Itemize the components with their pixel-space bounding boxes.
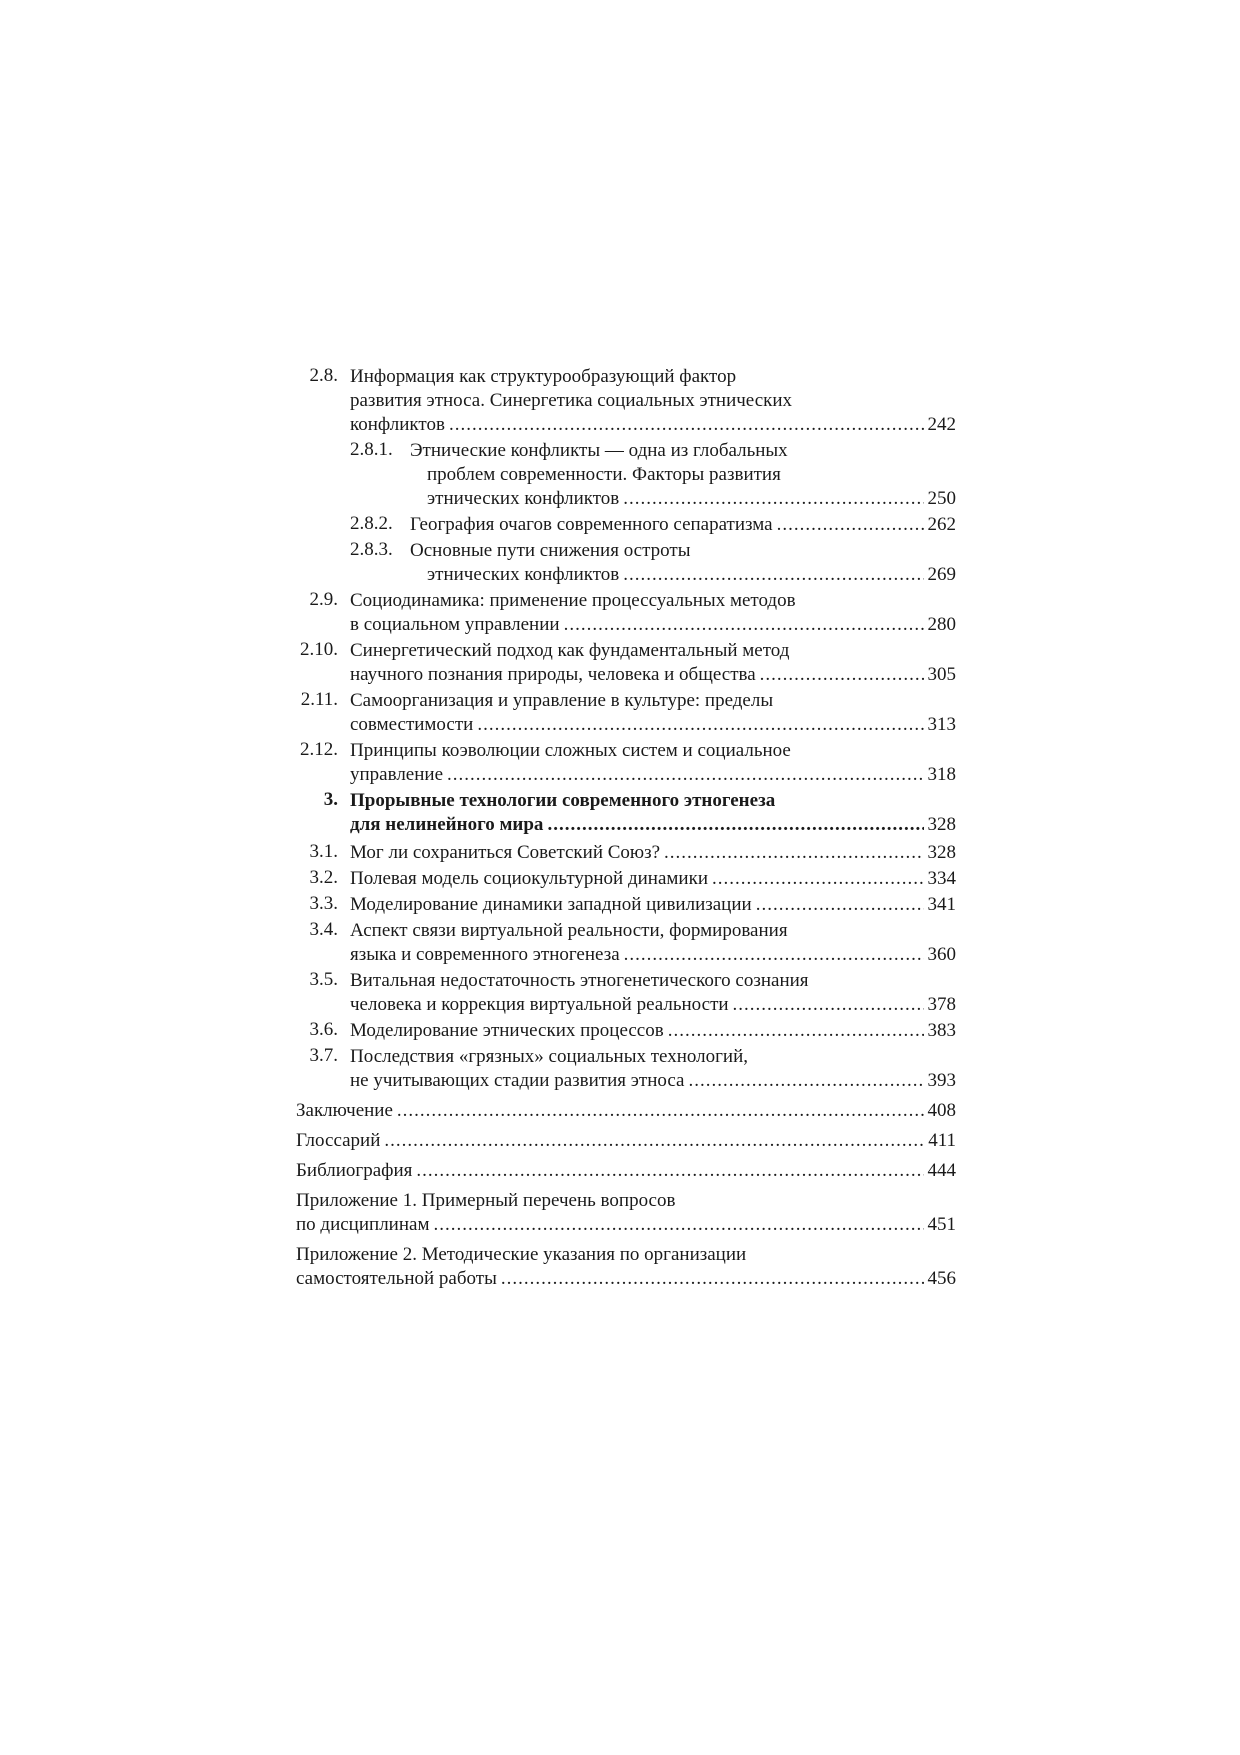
dot-leader	[664, 841, 923, 865]
toc-entry-number: 2.8.3.	[350, 539, 393, 560]
toc-entry-title-line: Витальная недостаточность этногенетического сознания	[350, 970, 809, 991]
toc-entry-number: 2.9.	[309, 589, 338, 610]
toc-entry-title-line: самостоятельной работы	[296, 1268, 497, 1289]
toc-entry[interactable]	[296, 513, 956, 537]
toc-page-number: 456	[927, 1268, 956, 1289]
toc-entry-number: 3.2.	[309, 867, 338, 888]
toc-entry-number: 3.5.	[309, 969, 338, 990]
toc-entry-title-line: этнических конфликтов	[427, 488, 620, 509]
toc-page-number: 250	[927, 488, 956, 509]
toc-entry-title-line: языка и современного этногенеза	[350, 944, 620, 965]
toc-entry-body	[410, 513, 956, 537]
dot-leader	[712, 867, 924, 891]
toc-page-number: 341	[927, 894, 956, 915]
toc-entry[interactable]	[296, 739, 956, 787]
toc-entry[interactable]	[296, 919, 956, 967]
toc-entry-number: 3.3.	[309, 893, 338, 914]
toc-entry[interactable]	[296, 439, 956, 511]
toc-entry-title-line: развития этноса. Синергетика социальных этнических	[350, 390, 793, 411]
dot-leader	[688, 1069, 923, 1093]
dot-leader	[416, 1159, 923, 1183]
toc-entry-title-line: Синергетический подход как фундаментальный метод	[350, 640, 790, 661]
toc-entry-title-line: конфликтов	[350, 414, 445, 435]
dot-leader	[756, 893, 924, 917]
toc-entry[interactable]	[296, 841, 956, 865]
toc-entry-body	[350, 639, 956, 687]
toc-entry-title-line: Полевая модель социокультурной динамики	[350, 868, 708, 889]
toc-entry-body	[350, 867, 956, 891]
toc-entry-title-line: Последствия «грязных» социальных технологий,	[350, 1046, 749, 1067]
toc-entry-title-line: Самоорганизация и управление в культуре: пределы	[350, 690, 774, 711]
toc-page-number: 318	[927, 764, 956, 785]
dot-leader	[564, 613, 924, 637]
dot-leader	[624, 943, 924, 967]
toc-entry[interactable]	[296, 639, 956, 687]
toc-entry-number: 2.8.2.	[350, 513, 393, 534]
toc-entry-body	[296, 1129, 956, 1153]
toc-page-number: 444	[927, 1160, 956, 1181]
toc-page-number: 280	[927, 614, 956, 635]
toc-entry[interactable]	[296, 1019, 956, 1043]
toc-entry[interactable]	[296, 867, 956, 891]
toc-entry[interactable]	[296, 1099, 956, 1123]
toc-entry[interactable]	[296, 969, 956, 1017]
toc-entry-body	[410, 539, 956, 587]
toc-entry-number: 2.8.1.	[350, 439, 393, 460]
toc-entry[interactable]	[296, 365, 956, 437]
toc-entry-body	[350, 739, 956, 787]
toc-entry[interactable]	[296, 589, 956, 637]
dot-leader	[668, 1019, 924, 1043]
toc-entry-title-line: Информация как структурообразующий фактор	[350, 366, 737, 387]
toc-entry-body	[350, 689, 956, 737]
toc-entry-body	[350, 919, 956, 967]
toc-entry[interactable]	[296, 1243, 956, 1291]
toc-entry[interactable]	[296, 789, 956, 837]
toc-entry[interactable]	[296, 1189, 956, 1237]
toc-entry[interactable]	[296, 1045, 956, 1093]
toc-entry-title-line: Приложение 1. Примерный перечень вопросов	[296, 1190, 676, 1211]
toc-entry-number: 3.1.	[309, 841, 338, 862]
toc-entry-number: 3.4.	[309, 919, 338, 940]
toc-entry-number: 3.	[323, 789, 338, 810]
dot-leader	[777, 513, 924, 537]
toc-entry[interactable]	[296, 689, 956, 737]
toc-entry-title-line: совместимости	[350, 714, 474, 735]
dot-leader	[760, 663, 924, 687]
toc-entry-body	[410, 439, 956, 511]
toc-entry-title-line: управление	[350, 764, 444, 785]
toc-entry-title-line: Заключение	[296, 1100, 393, 1121]
toc-page-number: 334	[927, 868, 956, 889]
toc-entry-body	[350, 969, 956, 1017]
toc-entry-number: 2.12.	[300, 739, 338, 760]
toc-page-number: 393	[927, 1070, 956, 1091]
toc-page-number: 408	[927, 1100, 956, 1121]
toc-page-number: 262	[927, 514, 956, 535]
toc-entry-title-line: Прорывные технологии современного этногенеза	[350, 790, 776, 811]
toc-entry-title-line: научного познания природы, человека и общества	[350, 664, 756, 685]
toc-page-number: 328	[927, 814, 956, 835]
toc-entry-title-line: Принципы коэволюции сложных систем и социальное	[350, 740, 791, 761]
toc-entry-title-line: Аспект связи виртуальной реальности, формирования	[350, 920, 788, 941]
dot-leader	[477, 713, 923, 737]
toc-entry-title-line: Мог ли сохраниться Советский Союз?	[350, 842, 661, 863]
toc-entry-title-line: этнических конфликтов	[427, 564, 620, 585]
toc-entry-body	[296, 1159, 956, 1183]
dot-leader	[433, 1213, 923, 1237]
dot-leader	[623, 563, 923, 587]
toc-entry-title-line: Моделирование динамики западной цивилизации	[350, 894, 752, 915]
toc-entry-body	[296, 1243, 956, 1291]
toc-entry-title-line: Этнические конфликты — одна из глобальных	[410, 440, 788, 461]
dot-leader	[384, 1129, 924, 1153]
toc-entry-title-line: по дисциплинам	[296, 1214, 430, 1235]
toc-page-number: 305	[927, 664, 956, 685]
toc-entry-body	[296, 1099, 956, 1123]
toc-entry-title-line: Моделирование этнических процессов	[350, 1020, 664, 1041]
toc-entry-title-line: Библиография	[296, 1160, 413, 1181]
toc-entry-title-line: в социальном управлении	[350, 614, 560, 635]
toc-entry-number: 3.7.	[309, 1045, 338, 1066]
toc-entry-title-line: проблем современности. Факторы развития	[427, 464, 781, 485]
toc-entry-title-line: Приложение 2. Методические указания по организации	[296, 1244, 747, 1265]
toc-page-number: 242	[927, 414, 956, 435]
dot-leader	[733, 993, 924, 1017]
dot-leader	[547, 813, 923, 837]
toc-entry-title-line: для нелинейного мира	[350, 814, 544, 835]
toc-page-number: 411	[928, 1130, 956, 1151]
toc-entry-body	[350, 589, 956, 637]
toc-entry-body	[350, 893, 956, 917]
dot-leader	[447, 763, 923, 787]
toc-entry-title-line: человека и коррекция виртуальной реальности	[350, 994, 729, 1015]
toc-entry-body	[350, 841, 956, 865]
toc-entry-body	[350, 1019, 956, 1043]
toc-page-number: 360	[927, 944, 956, 965]
toc-entry-body	[350, 789, 956, 837]
toc-entry-title-line: Основные пути снижения остроты	[410, 540, 691, 561]
dot-leader	[449, 413, 924, 437]
toc-entry[interactable]	[296, 1159, 956, 1183]
toc-entry-number: 2.8.	[309, 365, 338, 386]
toc-entry[interactable]	[296, 539, 956, 587]
toc-entry-title-line: не учитывающих стадии развития этноса	[350, 1070, 685, 1091]
dot-leader	[623, 487, 923, 511]
toc-entry-number: 2.10.	[300, 639, 338, 660]
toc-entry[interactable]	[296, 1129, 956, 1153]
dot-leader	[501, 1267, 924, 1291]
toc-entry-title-line: География очагов современного сепаратизма	[410, 514, 773, 535]
toc-entry-number: 3.6.	[309, 1019, 338, 1040]
toc-entry-body	[350, 1045, 956, 1093]
toc-entry-body	[296, 1189, 956, 1237]
toc-page-number: 269	[927, 564, 956, 585]
toc-page-number: 313	[927, 714, 956, 735]
dot-leader	[397, 1099, 924, 1123]
toc-entry[interactable]	[296, 893, 956, 917]
toc-entry-body	[350, 365, 956, 437]
toc-entry-number: 2.11.	[300, 689, 338, 710]
toc-page-number: 451	[927, 1214, 956, 1235]
toc-entry-title-line: Социодинамика: применение процессуальных методов	[350, 590, 796, 611]
toc-page-number: 378	[927, 994, 956, 1015]
table-of-contents	[296, 365, 956, 1291]
toc-page-number: 383	[927, 1020, 956, 1041]
toc-entry-title-line: Глоссарий	[296, 1130, 381, 1151]
toc-page-number: 328	[927, 842, 956, 863]
